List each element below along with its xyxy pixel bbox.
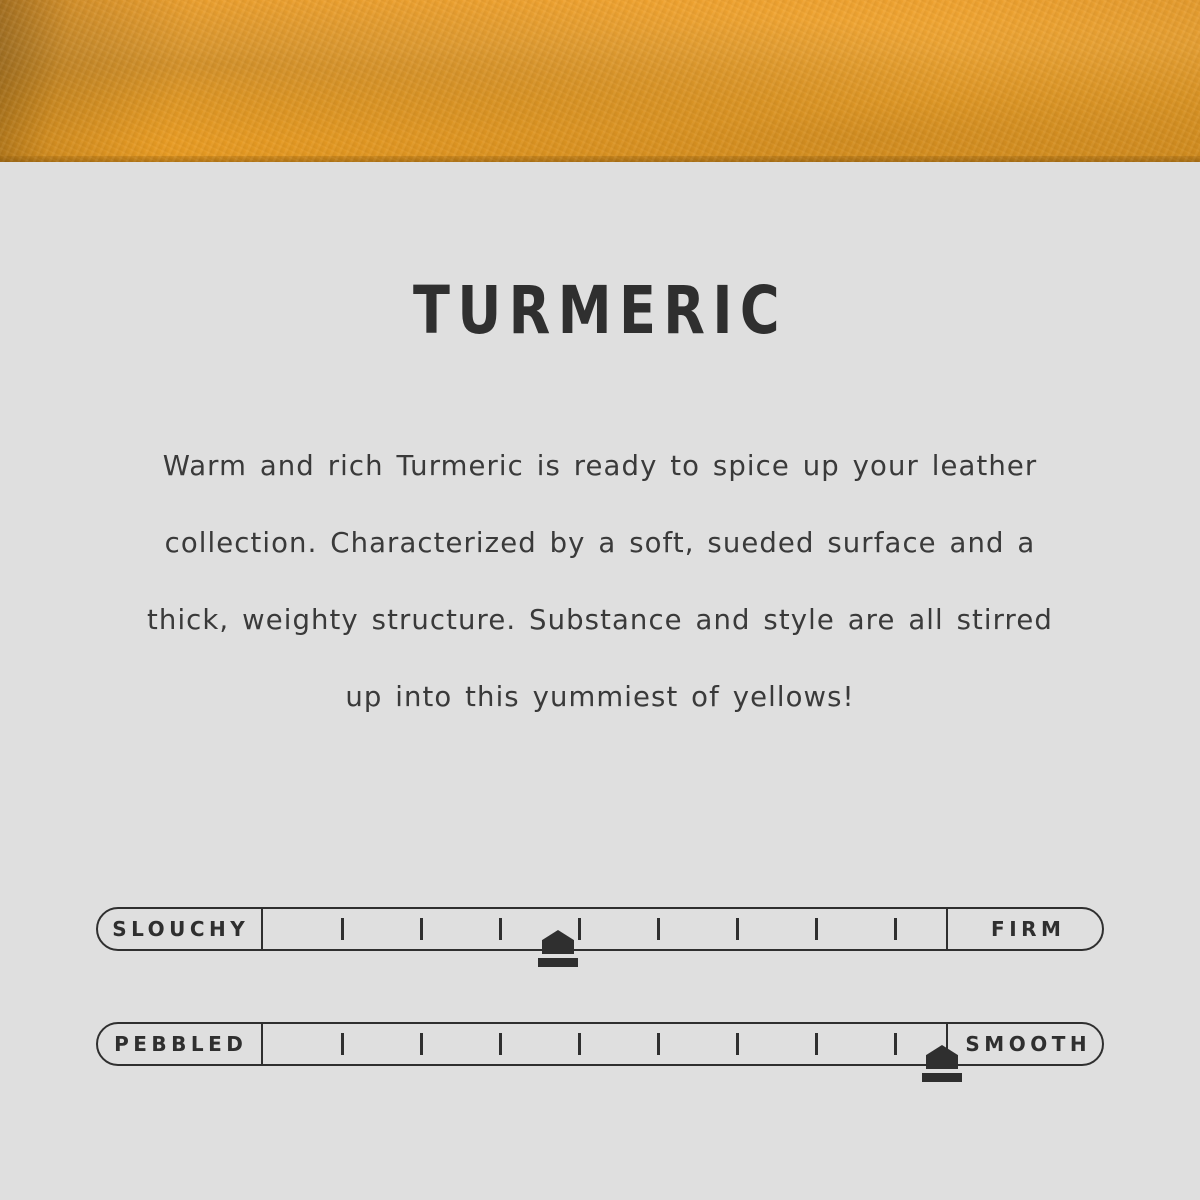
- texture-slider-left-label: PEBBLED: [96, 1022, 263, 1066]
- marker-head-icon: [542, 930, 574, 954]
- structure-slider-left-label: SLOUCHY: [96, 907, 263, 951]
- tick: [657, 1033, 660, 1055]
- tick: [341, 918, 344, 940]
- texture-slider-handle[interactable]: [920, 1037, 964, 1081]
- tick: [499, 1033, 502, 1055]
- tick: [657, 918, 660, 940]
- leather-color-swatch: [0, 0, 1200, 162]
- description-text: Warm and rich Turmeric is ready to spice up your leather collection. Characterized by a soft, sueded surface and a thick, weighty structure. Substance and style are all stirred up into this yummiest of yellows!: [147, 450, 1053, 713]
- texture-slider-right-label: SMOOTH: [946, 1022, 1104, 1066]
- marker-base-icon: [538, 958, 578, 967]
- tick: [894, 1033, 897, 1055]
- tick: [578, 1033, 581, 1055]
- marker-head-icon: [926, 1045, 958, 1069]
- marker-base-icon: [922, 1073, 962, 1082]
- structure-slider-ticks: [263, 907, 946, 951]
- swatch-edge: [0, 156, 1200, 162]
- tick: [736, 1033, 739, 1055]
- tick: [420, 918, 423, 940]
- structure-slider[interactable]: [96, 907, 1104, 951]
- texture-slider-ticks: [263, 1022, 946, 1066]
- page-title: TURMERIC: [413, 272, 787, 349]
- structure-slider-right-label: FIRM: [946, 907, 1104, 951]
- structure-slider-handle[interactable]: [536, 922, 580, 966]
- tick: [499, 918, 502, 940]
- texture-slider[interactable]: [96, 1022, 1104, 1066]
- tick: [341, 1033, 344, 1055]
- tick: [894, 918, 897, 940]
- tick: [420, 1033, 423, 1055]
- tick: [736, 918, 739, 940]
- tick: [815, 918, 818, 940]
- tick: [815, 1033, 818, 1055]
